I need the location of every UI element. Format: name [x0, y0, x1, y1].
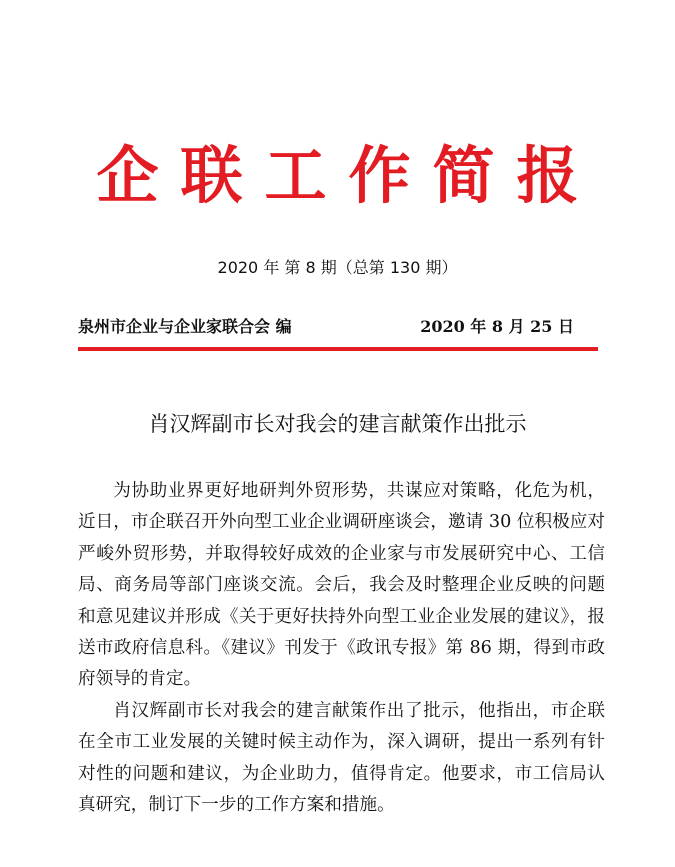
paragraph-1: 为协助业界更好地研判外贸形势，共谋应对策略，化危为机，近日，市企联召开外向型工业企业调研座谈会，邀请 30 位积极应对严峻外贸形势，并取得较好成效的企业家与市发展研究中心、工信局、商务局等部门座谈交流。会后，我会及时整理企业反映的问题和意见建议并形成《关于更好扶持外向型工业企业发展的建议》，报送市政府信息科。《建议》刊发于《政讯专报》第 86 期，得到市政府领导的肯定。: [78, 481, 605, 690]
article-body: [78, 476, 605, 821]
publisher-line: [78, 316, 598, 340]
article-title: 肖汉辉副市长对我会的建言献策作出批示: [148, 412, 527, 436]
issue-number: 2020 年 第 8 期（总第 130 期）: [217, 258, 458, 277]
masthead-title: 企联工作简报: [96, 139, 601, 212]
paragraph-2: 肖汉辉副市长对我会的建言献策作出了批示，他指出，市企联在全市工业发展的关键时候主动作为，深入调研，提出一系列有针对性的问题和建议，为企业助力，值得肯定。他要求，市工信局认真研究，制订下一步的工作方案和措施。: [78, 700, 605, 816]
red-divider: [78, 347, 598, 351]
publisher-name: 泉州市企业与企业家联合会 编: [78, 317, 292, 336]
publish-date: 2020 年 8 月 25 日: [420, 317, 574, 336]
